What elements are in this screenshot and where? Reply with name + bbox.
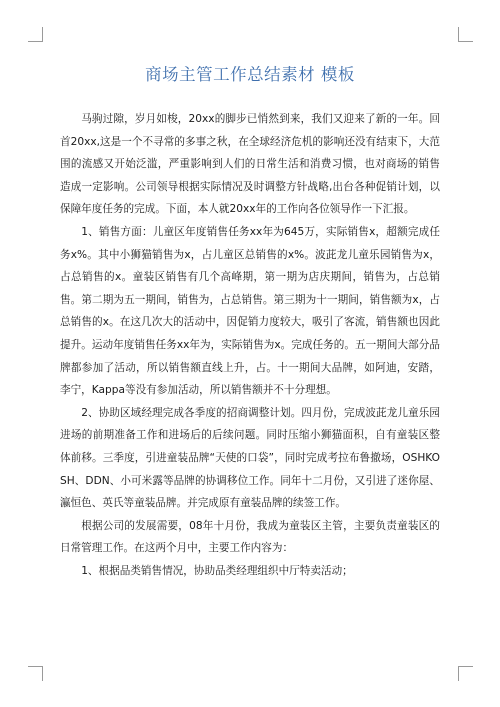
crop-mark-bottom-left bbox=[28, 666, 43, 681]
document-title: 商场主管工作总结素材 模板 bbox=[145, 65, 355, 84]
paragraph-task-1: 1、根据品类销售情况，协助品类经理组织中厅特卖活动； bbox=[81, 564, 353, 577]
crop-mark-bottom-right bbox=[458, 666, 473, 681]
paragraph-intro: 马驹过隙，岁月如梭，20xx的脚步已悄然到来，我们又迎来了新的一年。回首20xx,这是一个不寻常的多事之秋，在全球经济危机的影响还没有结束下，大范围的流感又开始泛滥，严重影响到人们的日常生活和消费习惯，也对商场的销售造成一定影响。公司领导根据实际情况及时调整方针战略,出台各种促销计划，以保障年度任务的完成。下面，本人就20xx年的工作向各位领导作一下汇报。 bbox=[60, 113, 440, 216]
paragraph-sales: 1、销售方面：儿童区年度销售任务xx年为645万，实际销售x，超额完成任务x%。其中小狮猫销售为x，占儿童区总销售的x%。波茈龙儿童乐园销售为x，占总销售的x。童装区销售有几个高峰期，第一期为店庆期间，销售为，占总销售。第二期为五一期间，销售为，占总销售。第三期为十一期间，销售额为x，占总销售的x。在这几次大的活动中，因促销力度较大，吸引了客流，销售额也因此提升。运动年度销售任务xx年为，实际销售为x。完成任务的。五一期间大部分品牌都参加了活动，所以销售额直线上升，占。十一期间大品牌，如阿迪，安踏，李宁，Kappa等没有参加活动，所以销售额并不十分理想。 bbox=[60, 225, 440, 397]
crop-mark-top-right bbox=[458, 27, 473, 42]
document-body bbox=[60, 108, 440, 582]
paragraph-recruitment: 2、协助区域经理完成各季度的招商调整计划。四月份，完成波茈龙儿童乐园进场的前期准备工作和进场后的后续问题。同时压缩小狮猫面积，自有童装区整体前移。三季度，引进童装品牌“天使的口袋”，同时完成考拉布鲁撤场，OSHKOSH、DDN、小可米露等品牌的协调移位工作。同年十二月份，又引进了迷你屋、瀛恒色、英氏等童装品牌。并完成原有童装品牌的续签工作。 bbox=[60, 406, 440, 510]
paragraph-role: 根据公司的发展需要，08年十月份，我成为童装区主管，主要负责童装区的日常管理工作。在这两个月中，主要工作内容为： bbox=[60, 519, 440, 555]
crop-mark-top-left bbox=[28, 27, 43, 42]
